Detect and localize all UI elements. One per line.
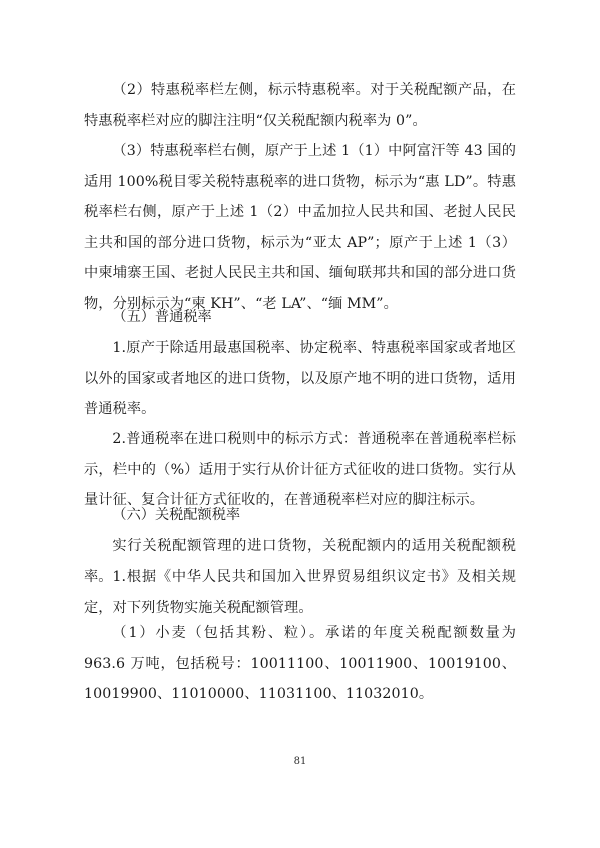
- paragraph-special-rate-left: （2）特惠税率栏左侧，标示特惠税率。对于关税配额产品，在特惠税率栏对应的脚注注明“仅关税配额内税率为 0”。: [84, 82, 516, 129]
- paragraph-quota-wheat: （1）小麦（包括其粉、粒）。承诺的年度关税配额数量为 963.6 万吨，包括税号：10011100、10011900、10019100、10019900、11010000、11031100、11032010。: [84, 625, 516, 702]
- paragraph-special-rate-right: （3）特惠税率栏右侧，原产于上述 1（1）中阿富汗等 43 国的适用 100%税目零关税特惠税率的进口货物，标示为“惠 LD”。特惠税率栏右侧，原产于上述 1（2）中孟加拉人民共和国、老挝人民民主共和国的部分进口货物，标示为“亚太 AP”；原产于上述 1（3）中柬埔寨王国、老挝人民民主共和国、缅甸联邦共和国的部分进口货物，分别标示为“柬 KH”、“老 LA”、“缅 MM”。: [84, 143, 516, 312]
- section-heading-quota-rate: （六）关税配额税率: [112, 507, 241, 523]
- paragraph-general-rate-1: 1.原产于除适用最惠国税率、协定税率、特惠税率国家或者地区以外的国家或者地区的进口货物，以及原产地不明的进口货物，适用普通税率。: [84, 340, 516, 417]
- section-heading-general-rate: （五）普通税率: [112, 309, 212, 325]
- paragraph-quota-1: 1.根据《中华人民共和国加入世界贸易组织议定书》及相关规定，对下列货物实施关税配额管理。: [84, 569, 516, 616]
- paragraph-general-rate-2: 2.普通税率在进口税则中的标示方式：普通税率在普通税率栏标示，栏中的（%）适用于实行从价计征方式征收的进口货物。实行从量计征、复合计征方式征收的，在普通税率栏对应的脚注标示。: [84, 431, 516, 508]
- paragraph-quota-intro: 实行关税配额管理的进口货物，关税配额内的适用关税配额税率。: [84, 538, 516, 585]
- page-number: 81: [293, 756, 307, 767]
